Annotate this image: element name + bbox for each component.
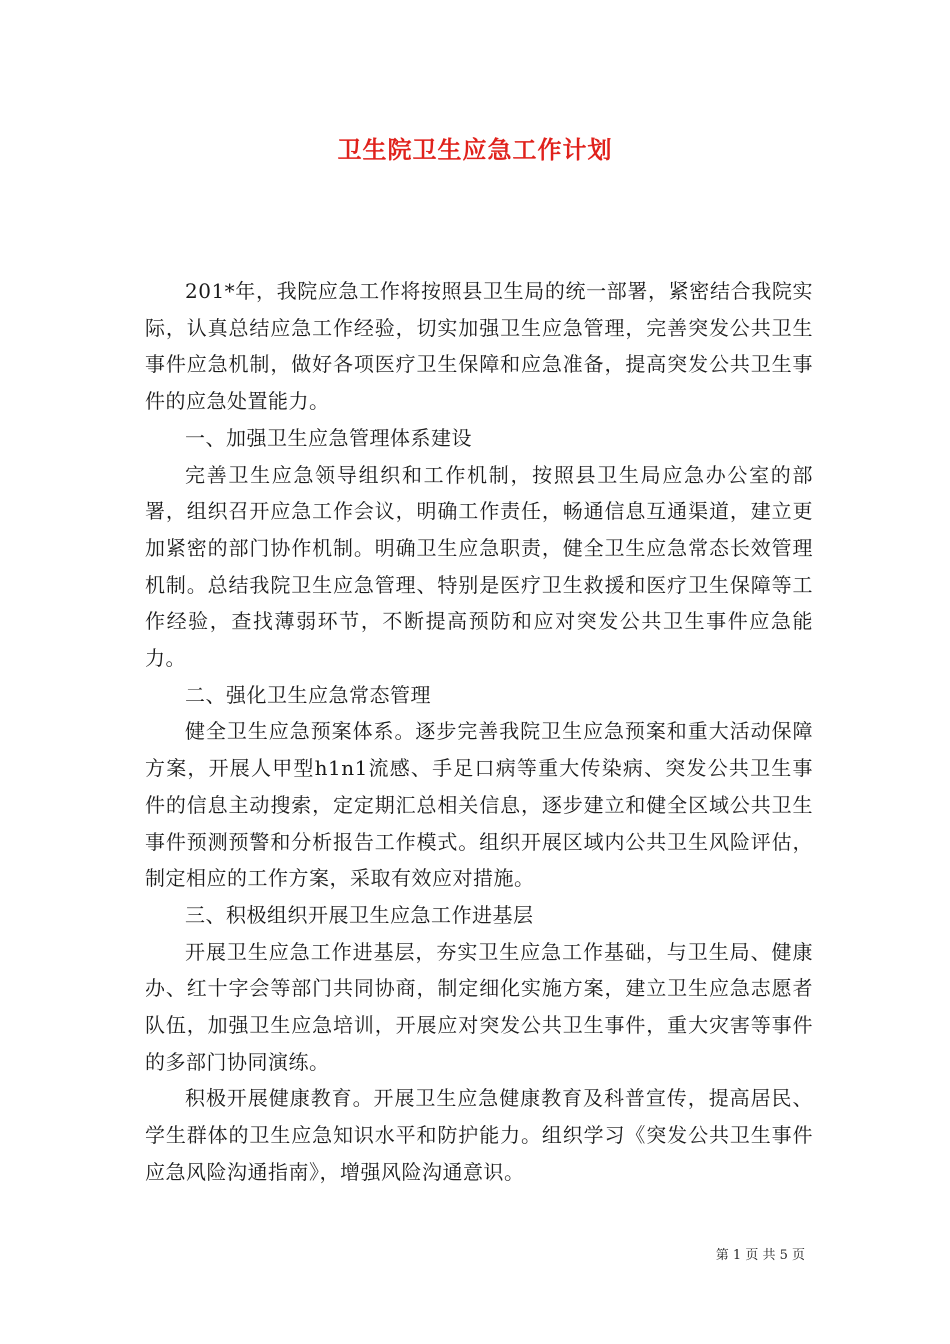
paragraph-health-education: 积极开展健康教育。开展卫生应急健康教育及科普宣传，提高居民、学生群体的卫生应急知识水平和防护能力。组织学习《突发公共卫生事件应急风险沟通指南》，增强风险沟通意识。: [145, 1086, 813, 1184]
paragraph-section-2: 健全卫生应急预案体系。逐步完善我院卫生应急预案和重大活动保障方案，开展人甲型h1n1流感、手足口病等重大传染病、突发公共卫生事件的信息主动搜索，定定期汇总相关信息，逐步建立和健全区域公共卫生事件预测预警和分析报告工作模式。组织开展区域内公共卫生风险评估，制定相应的工作方案，采取有效应对措施。: [145, 719, 813, 891]
section-heading-1: 一、加强卫生应急管理体系建设: [185, 425, 472, 450]
document-body: [145, 273, 813, 1191]
page-number-footer: 第 1 页 共 5 页: [715, 1248, 805, 1263]
paragraph-intro: 201*年，我院应急工作将按照县卫生局的统一部署，紧密结合我院实际，认真总结应急工作经验，切实加强卫生应急管理，完善突发公共卫生事件应急机制，做好各项医疗卫生保障和应急准备，提高突发公共卫生事件的应急处置能力。: [145, 279, 813, 414]
document-title: 卫生院卫生应急工作计划: [337, 135, 613, 164]
section-heading-2: 二、强化卫生应急常态管理: [185, 682, 431, 707]
paragraph-section-3: 开展卫生应急工作进基层，夯实卫生应急工作基础，与卫生局、健康办、红十字会等部门共同协商，制定细化实施方案，建立卫生应急志愿者队伍，加强卫生应急培训，开展应对突发公共卫生事件，重大灾害等事件的多部门协同演练。: [145, 939, 813, 1074]
paragraph-section-1: 完善卫生应急领导组织和工作机制，按照县卫生局应急办公室的部署，组织召开应急工作会议，明确工作责任，畅通信息互通渠道，建立更加紧密的部门协作机制。明确卫生应急职责，健全卫生应急常态长效管理机制。总结我院卫生应急管理、特别是医疗卫生救援和医疗卫生保障等工作经验，查找薄弱环节，不断提高预防和应对突发公共卫生事件应急能力。: [145, 462, 813, 671]
section-heading-3: 三、积极组织开展卫生应急工作进基层: [185, 902, 534, 927]
